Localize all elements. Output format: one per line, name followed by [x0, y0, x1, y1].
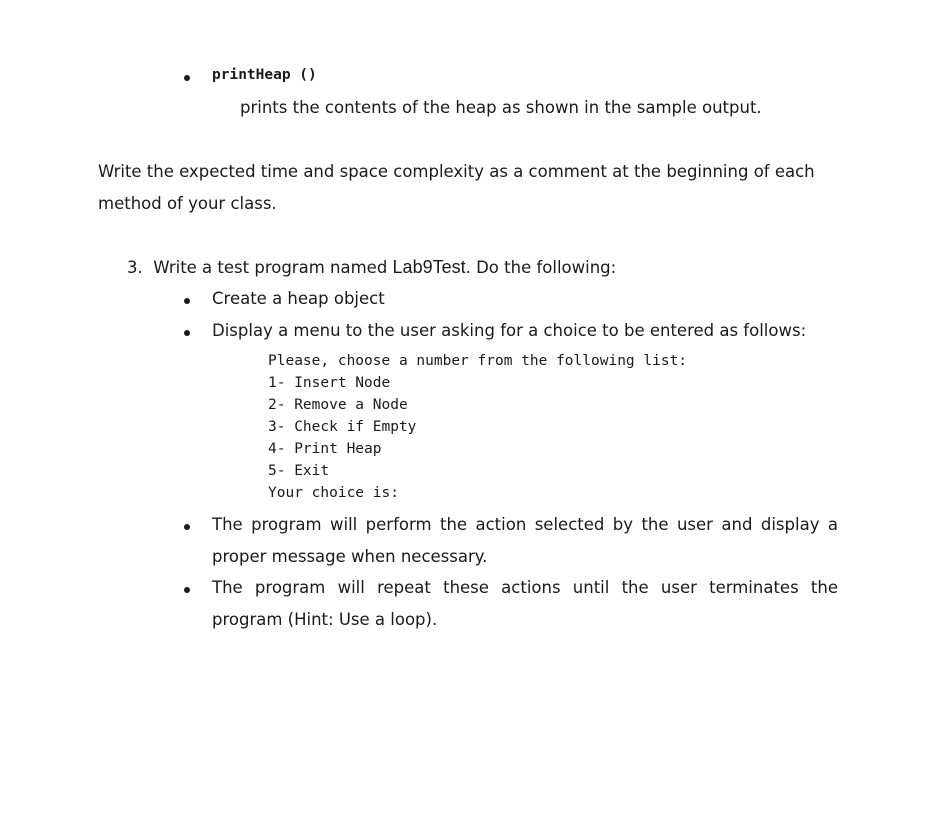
bullet-perform-action-line-1: The program will perform the action selected by the user and display a: [212, 515, 838, 534]
bullet-create-heap: Create a heap object: [212, 289, 385, 308]
bullet-repeat-line-1: The program will repeat these actions until the user terminates the: [212, 578, 838, 597]
bullet-perform-action-line-2: proper message when necessary.: [212, 547, 488, 566]
menu-option: 3- Check if Empty: [268, 419, 417, 435]
bullet-marker: [184, 330, 190, 336]
menu-option: 4- Print Heap: [268, 441, 382, 457]
step-intro-before: Write a test program named: [153, 258, 393, 277]
bullet-repeat-line-2: program (Hint: Use a loop).: [212, 610, 438, 629]
complexity-note-line-1: Write the expected time and space complexity as a comment at the beginning of each: [98, 162, 815, 181]
step-intro-after: . Do the following:: [465, 258, 617, 277]
step-3-heading: [127, 257, 616, 278]
bullet-display-menu: Display a menu to the user asking for a choice to be entered as follows:: [212, 321, 807, 340]
method-description: prints the contents of the heap as shown in the sample output.: [240, 98, 762, 117]
menu-option: 5- Exit: [268, 463, 330, 479]
step-number: 3.: [127, 258, 143, 277]
bullet-marker: [184, 75, 190, 81]
program-name: Lab9Test: [392, 257, 466, 277]
menu-choice-prompt: Your choice is:: [268, 485, 399, 501]
menu-prompt: Please, choose a number from the following list:: [268, 353, 688, 369]
bullet-marker: [184, 587, 190, 593]
menu-option: 1- Insert Node: [268, 375, 391, 391]
bullet-marker: [184, 298, 190, 304]
complexity-note-line-2: method of your class.: [98, 194, 277, 213]
menu-option: 2- Remove a Node: [268, 397, 408, 413]
bullet-marker: [184, 524, 190, 530]
method-signature: printHeap (): [212, 67, 317, 83]
